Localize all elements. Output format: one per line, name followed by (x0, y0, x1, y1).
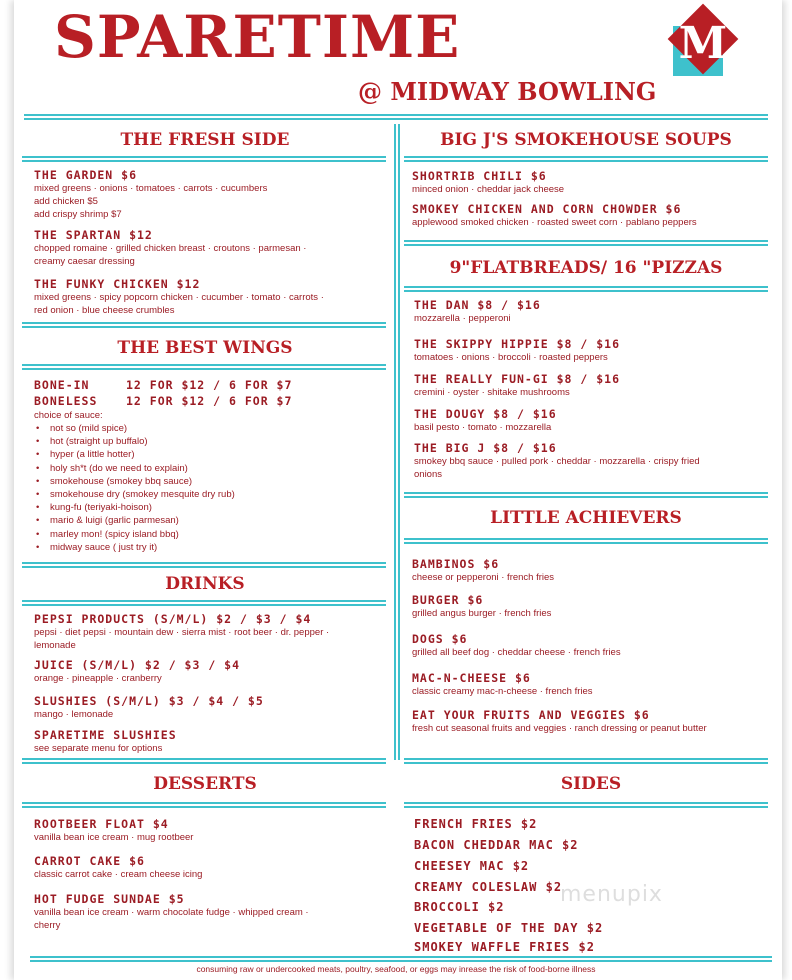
item-desc: lemonade (34, 640, 76, 651)
item-desc: mango · lemonade (34, 709, 114, 720)
item-desc: vanilla bean ice cream · mug rootbeer (34, 832, 194, 843)
item-name: SLUSHIES (S/M/L) $3 / $4 / $5 (34, 694, 264, 708)
column-divider (394, 124, 396, 760)
wing-price: 12 FOR $12 / 6 FOR $7 (126, 394, 293, 408)
section-divider (22, 802, 386, 804)
item-desc: basil pesto · tomato · mozzarella (414, 422, 552, 433)
section-divider (22, 364, 386, 366)
sauce-label: choice of sauce: (34, 410, 103, 421)
menu-item (34, 228, 306, 268)
item-desc: classic creamy mac-n-cheese · french fries (412, 686, 593, 697)
menu-item (34, 658, 240, 685)
item-desc: see separate menu for options (34, 743, 163, 754)
item-name: THE BIG J $8 / $16 (414, 441, 557, 455)
item-name: JUICE (S/M/L) $2 / $3 / $4 (34, 658, 241, 672)
section-title-kids: LITTLE ACHIEVERS (490, 508, 682, 528)
item-name: DOGS $6 (412, 632, 468, 646)
section-divider (404, 240, 768, 242)
section-title-pizzas: 9"FLATBREADS/ 16 "PIZZAS (449, 258, 723, 278)
item-desc: add chicken $5 (34, 196, 98, 207)
item-name: THE DAN $8 / $16 (414, 298, 541, 312)
side-item: CHEESEY MAC $2 (414, 859, 530, 873)
section-title-sides: SIDES (560, 774, 622, 794)
item-desc: add crispy shrimp $7 (34, 209, 122, 220)
menu-item (414, 337, 620, 364)
side-item: VEGETABLE OF THE DAY $2 (414, 921, 604, 935)
item-desc: orange · pineapple · cranberry (34, 673, 162, 684)
item-name: PEPSI PRODUCTS (S/M/L) $2 / $3 / $4 (34, 612, 312, 626)
sauce-item: • smokehouse (smokey bbq sauce) (34, 475, 235, 488)
menu-item (34, 854, 202, 881)
sauce-item: • hyper (a little hotter) (34, 448, 235, 461)
item-name: THE DOUGY $8 / $16 (414, 407, 557, 421)
section-title-desserts: DESSERTS (153, 774, 257, 794)
item-desc: grilled all beef dog · cheddar cheese · french fries (412, 647, 621, 658)
side-item: FRENCH FRIES $2 (414, 817, 538, 831)
menu-item (34, 277, 324, 317)
section-divider (404, 802, 768, 804)
item-desc: smokey bbq sauce · pulled pork · cheddar · mozzarella · crispy fried (414, 456, 700, 467)
section-divider (22, 600, 386, 602)
item-desc: mixed greens · onions · tomatoes · carrots · cucumbers (34, 183, 268, 194)
menu-item (412, 169, 564, 196)
sauce-list (34, 422, 235, 554)
item-name: HOT FUDGE SUNDAE $5 (34, 892, 185, 906)
menu-item (412, 708, 707, 735)
item-name: SPARETIME SLUSHIES (34, 728, 177, 742)
health-disclaimer: consuming raw or undercooked meats, poultry, seafood, or eggs may inrease the risk of food-borne illness (196, 964, 596, 974)
menu-item (412, 671, 593, 698)
item-desc: classic carrot cake · cream cheese icing (34, 869, 203, 880)
watermark: menupix (560, 882, 663, 907)
section-title-drinks: DRINKS (165, 574, 245, 594)
item-desc: onions (414, 469, 442, 480)
section-divider (404, 758, 768, 760)
logo-letter: M (678, 18, 728, 69)
section-divider (22, 156, 386, 158)
item-name: MAC-N-CHEESE $6 (412, 671, 531, 685)
section-title-fresh-side: THE FRESH SIDE (120, 130, 290, 150)
side-item: BACON CHEDDAR MAC $2 (414, 838, 579, 852)
wing-row-boneless (34, 394, 292, 408)
menu-item (34, 892, 309, 932)
item-name: THE FUNKY CHICKEN $12 (34, 277, 201, 291)
sauce-item: • holy sh*t (do we need to explain) (34, 462, 235, 475)
item-name: THE SPARTAN $12 (34, 228, 153, 242)
side-item: SMOKEY WAFFLE FRIES $2 (414, 940, 595, 954)
sauce-item: • smokehouse dry (smokey mesquite dry rub) (34, 488, 235, 501)
wing-price: 12 FOR $12 / 6 FOR $7 (126, 378, 293, 392)
item-name: ROOTBEER FLOAT $4 (34, 817, 169, 831)
header-divider (24, 114, 768, 116)
restaurant-title: SPARETIME (54, 3, 461, 71)
menu-item (34, 612, 329, 652)
item-name: SHORTRIB CHILI $6 (412, 169, 547, 183)
item-desc: mixed greens · spicy popcorn chicken · cucumber · tomato · carrots · (34, 292, 324, 303)
menu-item (412, 593, 551, 620)
menu-item (34, 728, 177, 755)
item-desc: applewood smoked chicken · roasted sweet corn · pablano peppers (412, 217, 697, 228)
item-name: CARROT CAKE $6 (34, 854, 145, 868)
item-desc: mozzarella · pepperoni (414, 313, 511, 324)
item-name: THE REALLY FUN-GI $8 / $16 (414, 372, 621, 386)
section-divider (22, 322, 386, 324)
item-name: THE GARDEN $6 (34, 168, 138, 182)
menu-item (412, 557, 554, 584)
item-desc: cherry (34, 920, 61, 931)
restaurant-subtitle: @ MIDWAY BOWLING (358, 77, 657, 106)
menu-item (412, 202, 697, 229)
item-desc: grilled angus burger · french fries (412, 608, 552, 619)
menu-item (34, 168, 267, 221)
sauce-item: • marley mon! (spicy island bbq) (34, 528, 235, 541)
sauce-item: • not so (mild spice) (34, 422, 235, 435)
sauce-item: • midway sauce ( just try it) (34, 541, 235, 554)
item-desc: tomatoes · onions · broccoli · roasted peppers (414, 352, 608, 363)
item-desc: fresh cut seasonal fruits and veggies · ranch dressing or peanut butter (412, 723, 707, 734)
item-name: BAMBINOS $6 (412, 557, 500, 571)
item-desc: cremini · oyster · shitake mushrooms (414, 387, 570, 398)
item-desc: cheese or pepperoni · french fries (412, 572, 555, 583)
item-name: SMOKEY CHICKEN AND CORN CHOWDER $6 (412, 202, 682, 216)
section-divider (404, 538, 768, 540)
menu-item (414, 372, 620, 399)
section-divider (404, 156, 768, 158)
side-item: BROCCOLI $2 (414, 900, 505, 914)
section-divider (22, 562, 386, 564)
menu-item (34, 694, 264, 721)
sauce-item: • kung-fu (teriyaki-hoison) (34, 501, 235, 514)
wing-row-bone-in (34, 378, 292, 392)
section-divider (404, 286, 768, 288)
sauce-item: • hot (straight up buffalo) (34, 435, 235, 448)
section-title-soups: BIG J'S SMOKEHOUSE SOUPS (440, 130, 732, 150)
section-divider (404, 492, 768, 494)
menu-item (414, 298, 541, 325)
wing-type: BONELESS (34, 394, 98, 408)
menu-item (414, 407, 557, 434)
midway-logo-icon (664, 12, 744, 84)
sauce-item: • mario & luigi (garlic parmesan) (34, 514, 235, 527)
side-item: CREAMY COLESLAW $2 (414, 880, 563, 894)
item-desc: red onion · blue cheese crumbles (34, 305, 175, 316)
item-desc: minced onion · cheddar jack cheese (412, 184, 565, 195)
item-name: BURGER $6 (412, 593, 484, 607)
item-name: EAT YOUR FRUITS AND VEGGIES $6 (412, 708, 650, 722)
menu-item (412, 632, 621, 659)
item-desc: vanilla bean ice cream · warm chocolate fudge · whipped cream · (34, 907, 309, 918)
wing-type: BONE-IN (34, 378, 90, 392)
section-divider (22, 758, 386, 760)
item-desc: chopped romaine · grilled chicken breast · croutons · parmesan · (34, 243, 307, 254)
footer-divider (30, 956, 772, 958)
menu-item (34, 817, 193, 844)
menu-item (414, 441, 700, 481)
item-desc: creamy caesar dressing (34, 256, 135, 267)
section-title-wings: THE BEST WINGS (117, 338, 293, 358)
item-desc: pepsi · diet pepsi · mountain dew · sierra mist · root beer · dr. pepper · (34, 627, 330, 638)
item-name: THE SKIPPY HIPPIE $8 / $16 (414, 337, 621, 351)
